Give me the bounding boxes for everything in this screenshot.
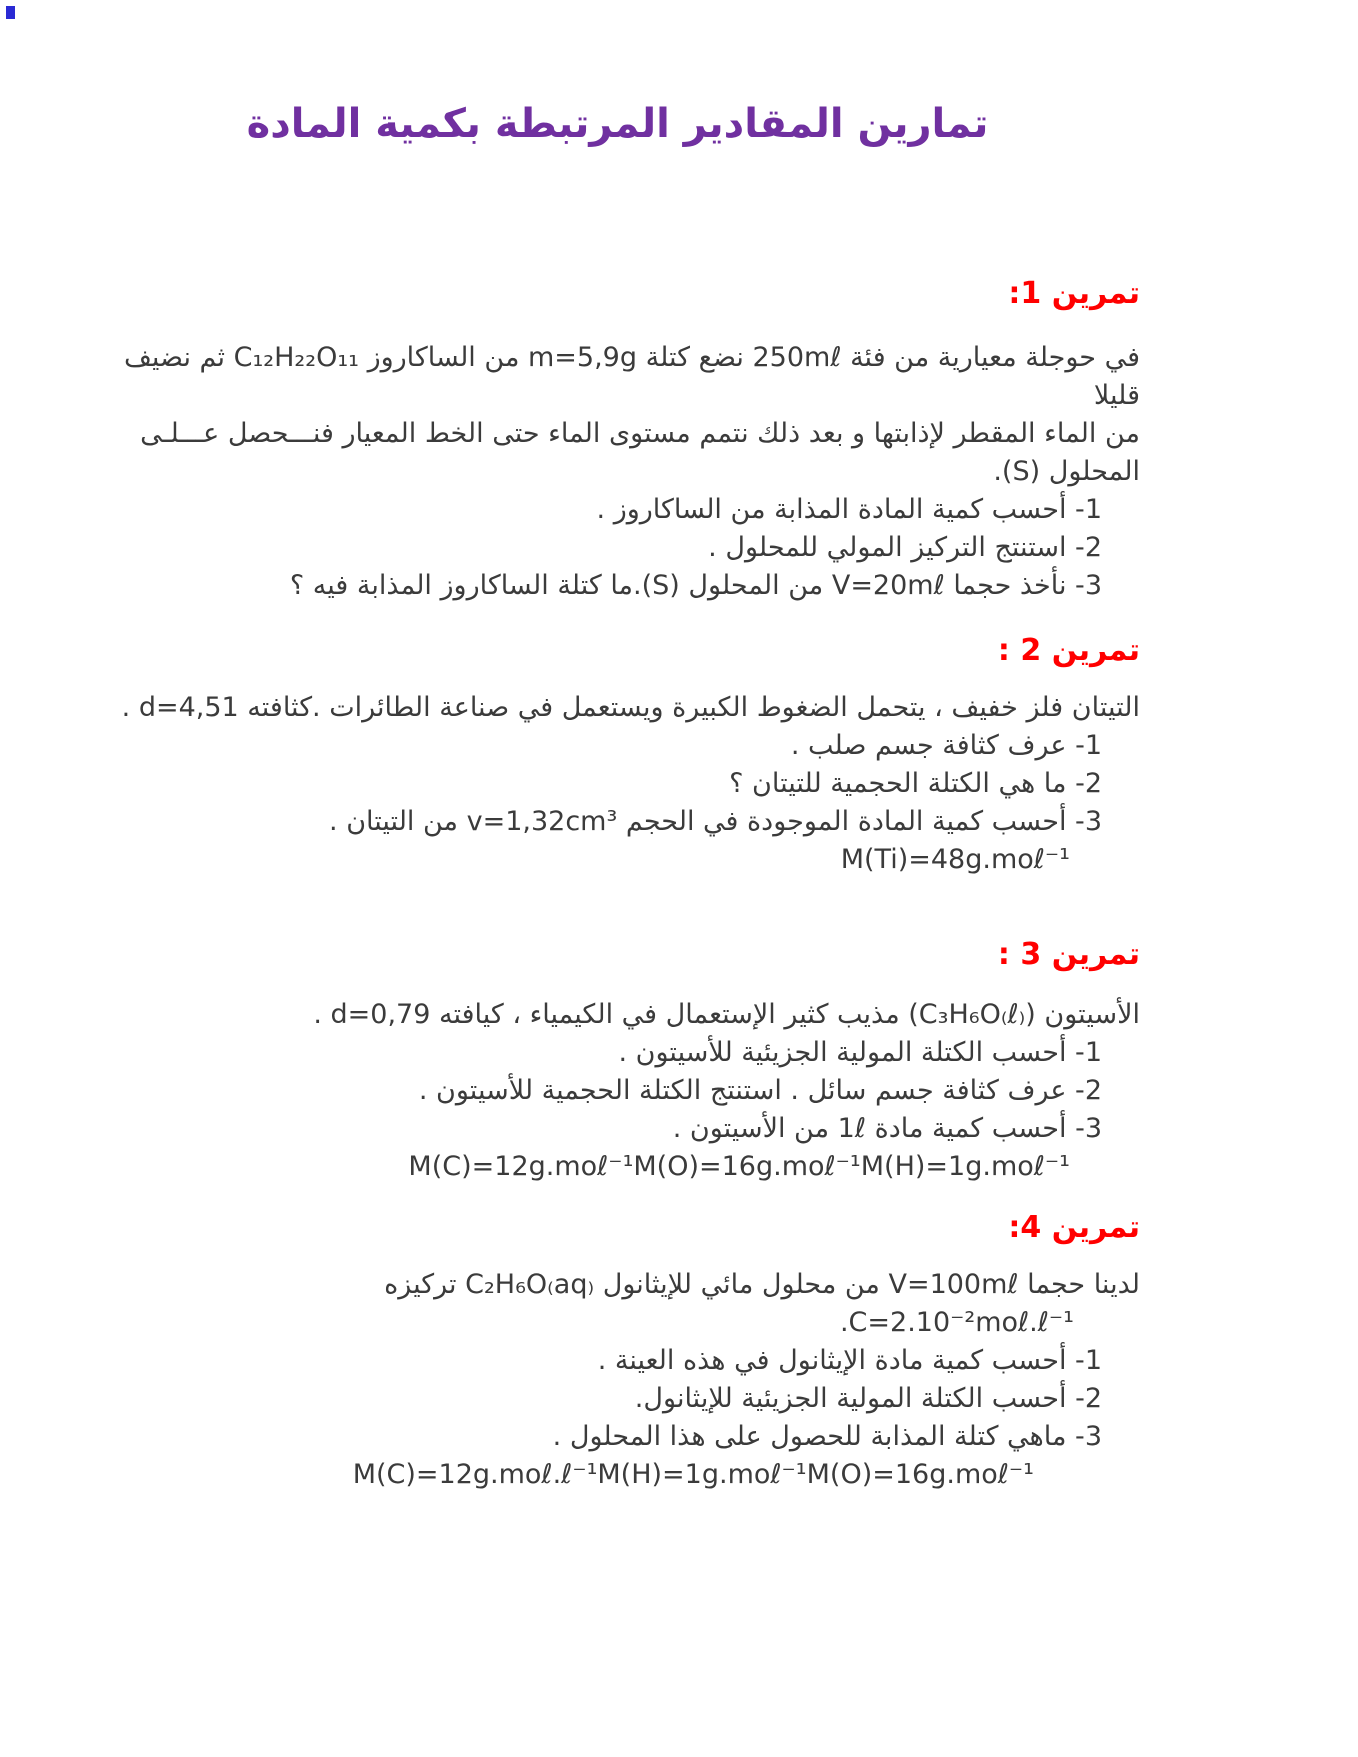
exercise-4-question-1: 1- أحسب كمية مادة الإيثانول في هذه العينة . xyxy=(597,1345,1102,1376)
exercise-4-question-3: 3- ماهي كتلة المذابة للحصول على هذا المحلول . xyxy=(552,1421,1102,1452)
exercise-2-question-1: 1- عرف كثافة جسم صلب . xyxy=(790,730,1102,761)
exercise-1-question-3: 3- نأخذ حجما V=20mℓ من المحلول (S).ما كتلة الساكاروز المذابة فيه ؟ xyxy=(289,569,1102,601)
exercise-3-question-1: 1- أحسب الكتلة المولية الجزيئية للأسيتون . xyxy=(618,1036,1102,1068)
exercise-2-molar-mass-data: M(Ti)=48g.moℓ⁻¹ xyxy=(840,844,1070,875)
exercise-2-question-2: 2- ما هي الكتلة الحجمية للتيتان ؟ xyxy=(729,768,1102,799)
exercise-1-section xyxy=(95,274,1140,605)
exercise-1-question-1: 1- أحسب كمية المادة المذابة من الساكاروز . xyxy=(596,493,1102,525)
exercise-4-body xyxy=(95,1266,1140,1494)
document-title: تمارين المقادير المرتبطة بكمية المادة xyxy=(246,101,989,147)
exercise-4-section xyxy=(95,1208,1140,1495)
exercise-4-intro-line-1: لدينا حجما V=100mℓ من محلول مائي للإيثانول C₂H₆O₍aq₎ تركيزه xyxy=(384,1269,1140,1300)
exercise-3-body xyxy=(95,996,1140,1186)
exercise-1-intro-line-1: في حوجلة معيارية من فئة 250mℓ نضع كتلة m=5,9g من الساكاروز C₁₂H₂₂O₁₁ ثم نضيف قليلا xyxy=(123,341,1140,411)
exercise-2-question-3: 3- أحسب كمية المادة الموجودة في الحجم v=1,32cm³ من التيتان . xyxy=(329,806,1102,837)
exercise-4-concentration-value: .C=2.10⁻²moℓ.ℓ⁻¹ xyxy=(839,1307,1074,1338)
exercise-3-intro-line-1: الأسيتون (C₃H₆O₍ℓ₎) مذيب كثير الإستعمال في الكيمياء ، كيافته d=0,79 . xyxy=(313,998,1140,1030)
exercise-2-intro-line-1: التيتان فلز خفيف ، يتحمل الضغوط الكبيرة ويستعمل في صناعة الطائرات .كثافته d=4,51 . xyxy=(121,692,1140,723)
exercise-4-header: تمرين 4: xyxy=(1008,1209,1140,1245)
exercise-3-molar-mass-data: M(C)=12g.moℓ⁻¹M(O)=16g.moℓ⁻¹M(H)=1g.moℓ⁻¹ xyxy=(408,1150,1070,1182)
exercise-1-header: تمرين 1: xyxy=(1008,276,1140,311)
exercise-1-intro-line-2: من الماء المقطر لإذابتها و بعد ذلك نتمم مستوى الماء حتى الخط المعيار فنـــحصل عـــلـى xyxy=(140,417,1140,449)
exercise-3-section xyxy=(95,935,1140,1186)
exercise-4-question-2: 2- أحسب الكتلة المولية الجزيئية للإيثانول. xyxy=(634,1383,1102,1414)
corner-artifact xyxy=(6,6,15,19)
exercise-1-question-2: 2- استنتج التركيز المولي للمحلول . xyxy=(708,531,1102,563)
exercise-2-body xyxy=(95,689,1140,879)
exercise-2-header: تمرين 2 : xyxy=(997,632,1140,668)
exercise-1-intro-line-3: المحلول (S). xyxy=(993,455,1140,487)
exercise-2-section xyxy=(95,631,1140,880)
exercise-3-question-3: 3- أحسب كمية مادة 1ℓ من الأسيتون . xyxy=(672,1112,1102,1144)
exercise-1-body xyxy=(95,339,1140,605)
exercise-4-molar-mass-data: M(C)=12g.moℓ.ℓ⁻¹M(H)=1g.moℓ⁻¹M(O)=16g.moℓ⁻¹ xyxy=(352,1459,1034,1490)
exercise-3-header: تمرين 3 : xyxy=(997,937,1140,972)
exercise-3-question-2: 2- عرف كثافة جسم سائل . استنتج الكتلة الحجمية للأسيتون . xyxy=(418,1074,1102,1106)
